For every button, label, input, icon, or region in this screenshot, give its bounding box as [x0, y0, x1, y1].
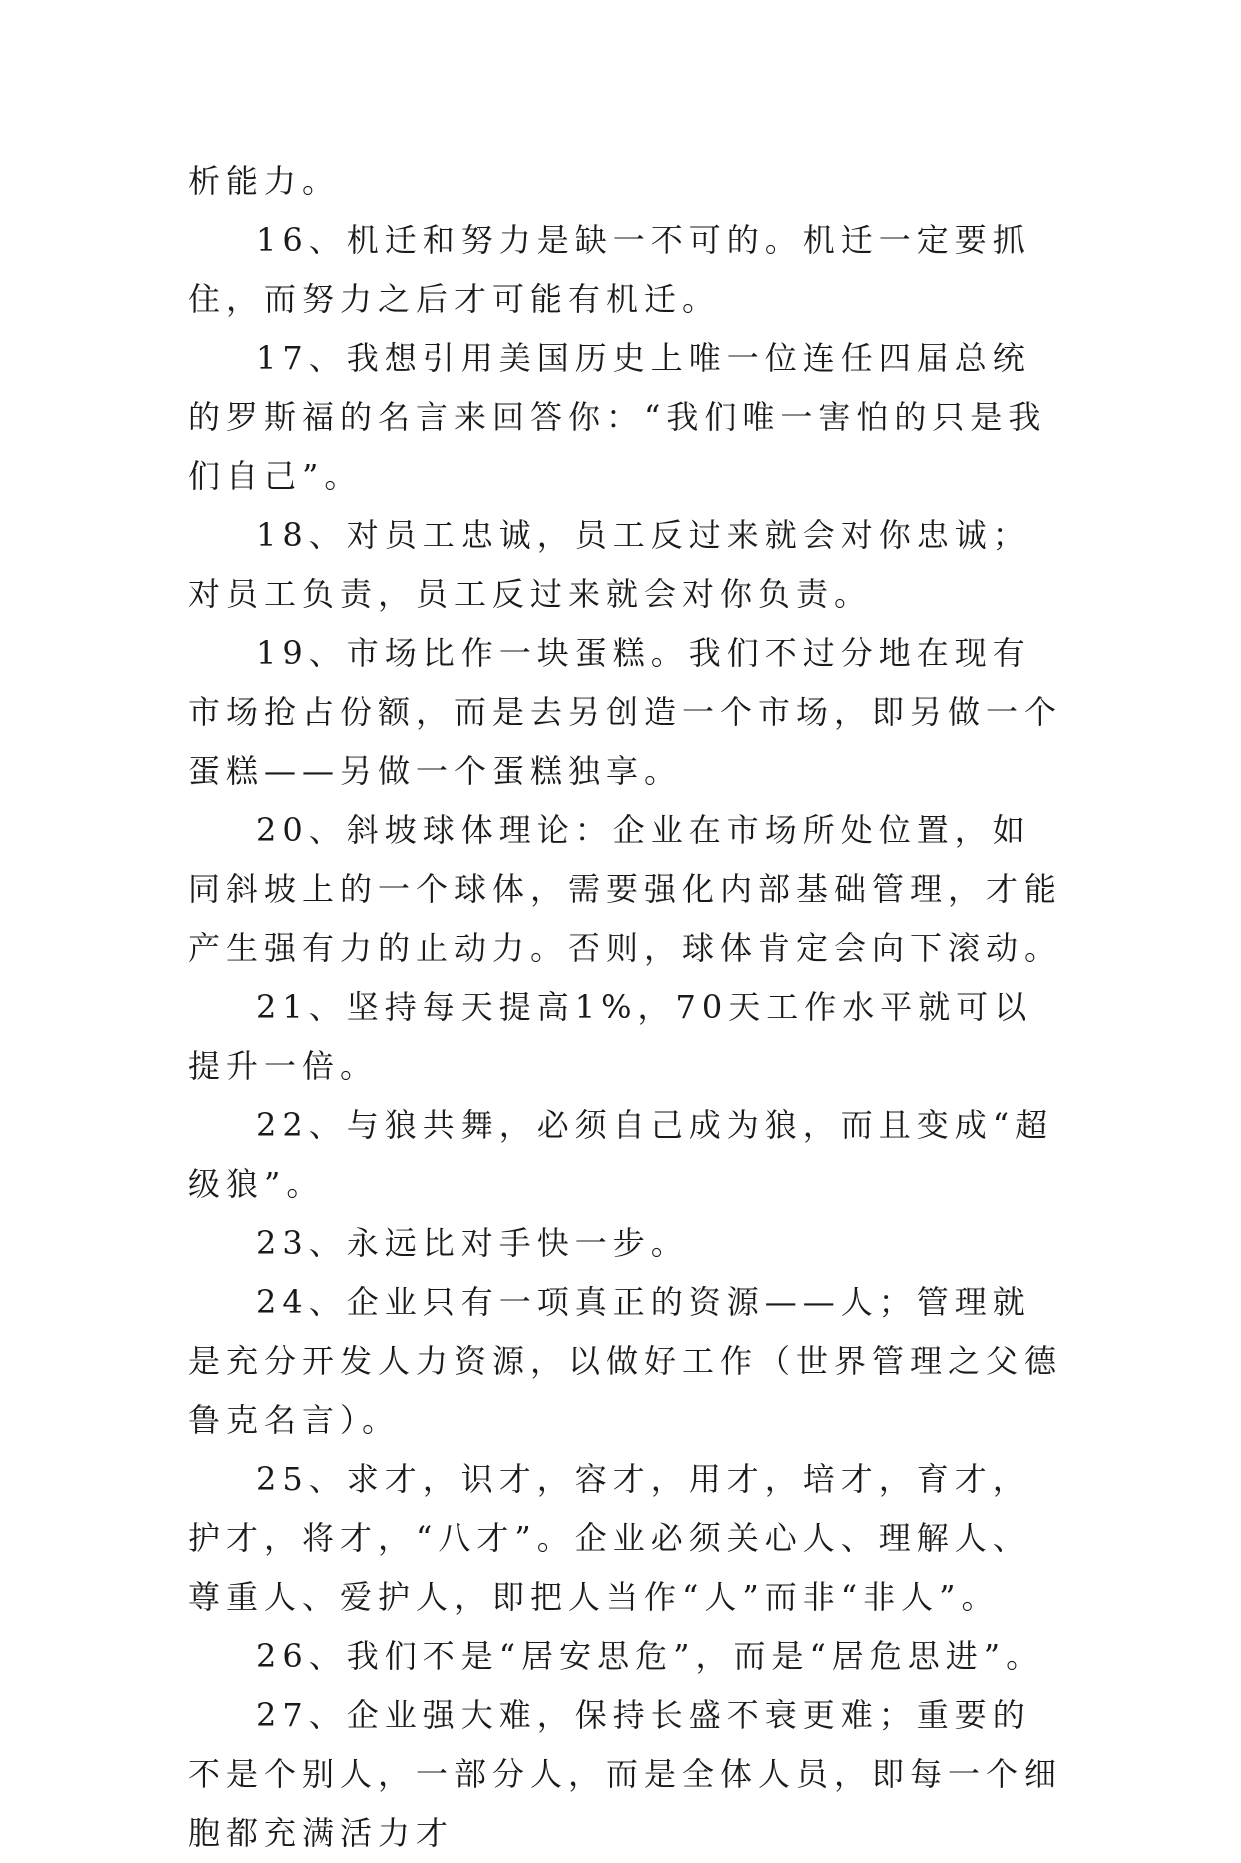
paragraph-19: 19、市场比作一块蛋糕。我们不过分地在现有市场抢占份额，而是去另创造一个市场，即另做一个蛋糕——另做一个蛋糕独享。	[188, 634, 1063, 790]
paragraph-26: 26、我们不是“居安思危”，而是“居危思进”。	[256, 1637, 1045, 1675]
paragraph-continuation: 析能力。	[188, 162, 341, 200]
paragraph-21: 21、坚持每天提高1%，70天工作水平就可以提升一倍。	[188, 988, 1033, 1085]
paragraph-23: 23、永远比对手快一步。	[256, 1224, 689, 1262]
paragraph-17: 17、我想引用美国历史上唯一位连任四届总统的罗斯福的名言来回答你：“我们唯一害怕的只是我们自己”。	[188, 339, 1047, 495]
paragraph-22: 22、与狼共舞，必须自己成为狼，而且变成“超级狼”。	[188, 1106, 1054, 1203]
document-body	[188, 152, 1068, 1863]
paragraph-24: 24、企业只有一项真正的资源——人；管理就是充分开发人力资源，以做好工作（世界管理之父德鲁克名言）。	[188, 1283, 1063, 1439]
paragraph-18: 18、对员工忠诚，员工反过来就会对你忠诚；对员工负责，员工反过来就会对你负责。	[188, 516, 1031, 613]
paragraph-25: 25、求才，识才，容才，用才，培才，育才，护才，将才，“八才”。企业必须关心人、理解人、尊重人、爱护人，即把人当作“人”而非“非人”。	[188, 1460, 1031, 1616]
paragraph-27: 27、企业强大难，保持长盛不衰更难；重要的不是个别人，一部分人，而是全体人员，即每一个细胞都充满活力才	[188, 1696, 1063, 1852]
paragraph-20: 20、斜坡球体理论：企业在市场所处位置，如同斜坡上的一个球体，需要强化内部基础管理，才能产生强有力的止动力。否则，球体肯定会向下滚动。	[188, 811, 1063, 967]
paragraph-16: 16、机迁和努力是缺一不可的。机迁一定要抓住，而努力之后才可能有机迁。	[188, 221, 1031, 318]
